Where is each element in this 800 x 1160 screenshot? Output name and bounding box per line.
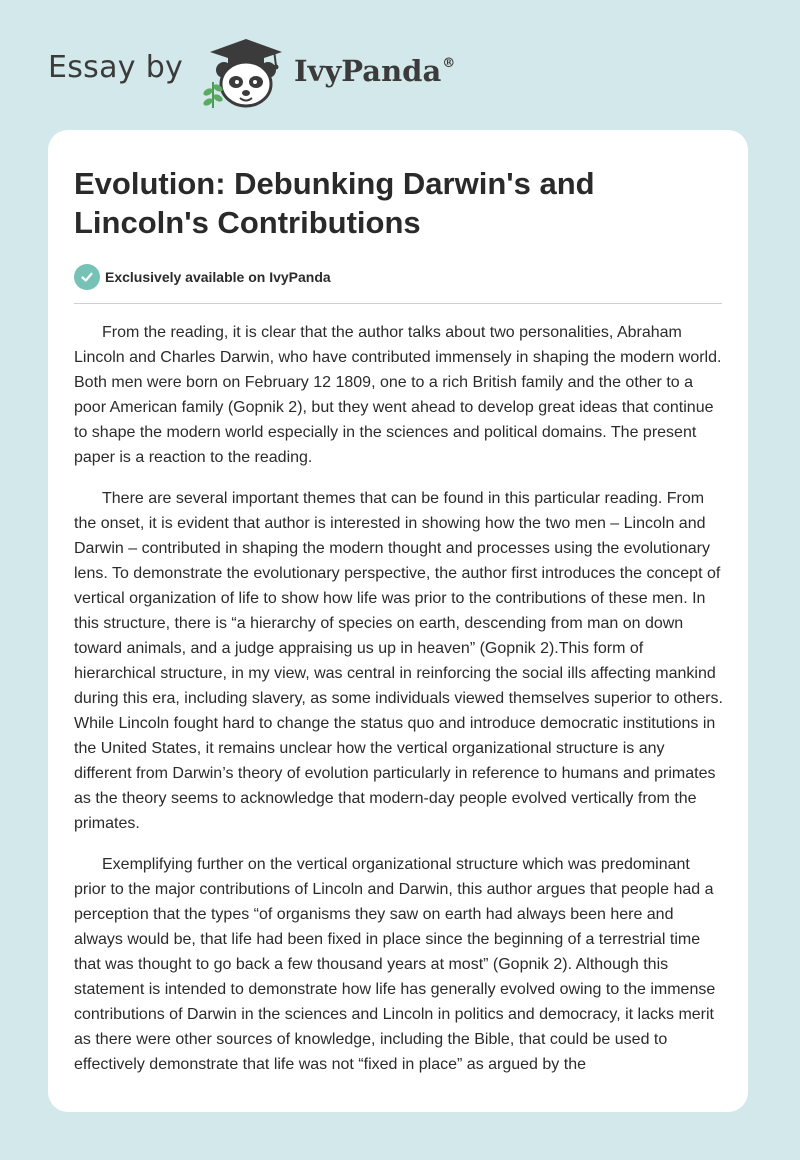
brand-text: IvyPanda: [294, 54, 442, 88]
site-header: [0, 0, 800, 120]
exclusive-label: Exclusively available on IvyPanda: [105, 269, 331, 285]
paragraph: There are several important themes that can be found in this particular reading. From the onset, it is evident that author is interested in showing how the two men – Lincoln and Darwin – contributed in shaping the modern thought and processes using the evolutionary lens. To demonstrate the evolutionary perspective, the author first introduces the concept of vertical organization of life to show how life was prior to the contributions of these men. In this structure, there is “a hierarchy of species on earth, descending from man on down toward animals, and a judge appraising us up in heaven” (Gopnik 2).This form of hierarchical structure, in my view, was central in reinforcing the social ills affecting mankind during this era, including slavery, as some individuals viewed themselves superior to others. While Lincoln fought hard to change the status quo and introduce democratic institutions in the United States, it remains unclear how the vertical organizational structure is any different from Darwin’s theory of evolution particularly in reference to humans and primates as the theory seems to acknowledge that modern-day people evolved vertically from the primates.: [74, 490, 723, 832]
exclusive-badge: [74, 263, 331, 291]
panda-graduate-icon: [198, 36, 290, 112]
essay-title: Evolution: Debunking Darwin's and Lincoln's Contributions: [74, 166, 595, 240]
essay-by-label: Essay by: [48, 50, 184, 85]
essay-card: [48, 130, 748, 1112]
brand-name[interactable]: [294, 54, 455, 88]
registered-mark: ®: [442, 56, 456, 71]
paragraph: From the reading, it is clear that the author talks about two personalities, Abraham Lincoln and Charles Darwin, who have contributed immensely in shaping the modern world. Both men were born on February 12 1809, one to a rich British family and the other to a poor American family (Gopnik 2), but they went ahead to develop great ideas that continue to shape the modern world especially in the sciences and political domains. The present paper is a reaction to the reading.: [74, 324, 722, 466]
essay-body: [74, 320, 724, 1093]
paragraph: Exemplifying further on the vertical organizational structure which was predominant prior to the major contributions of Lincoln and Darwin, this author argues that people had a perception that the types “of organisms they saw on earth had always been here and always would be, that life had been fixed in place since the beginning of a terrestrial time that was thought to go back a few thousand years at most” (Gopnik 2). Although this statement is intended to demonstrate how life has generally evolved owing to the immense contributions of Darwin in the sciences and Lincoln in politics and democracy, it lacks merit as there were other sources of knowledge, including the Bible, that could be used to effectively demonstrate that life was not “fixed in place” as argued by the: [74, 856, 716, 1073]
divider: [74, 303, 722, 304]
check-icon: [74, 264, 100, 290]
